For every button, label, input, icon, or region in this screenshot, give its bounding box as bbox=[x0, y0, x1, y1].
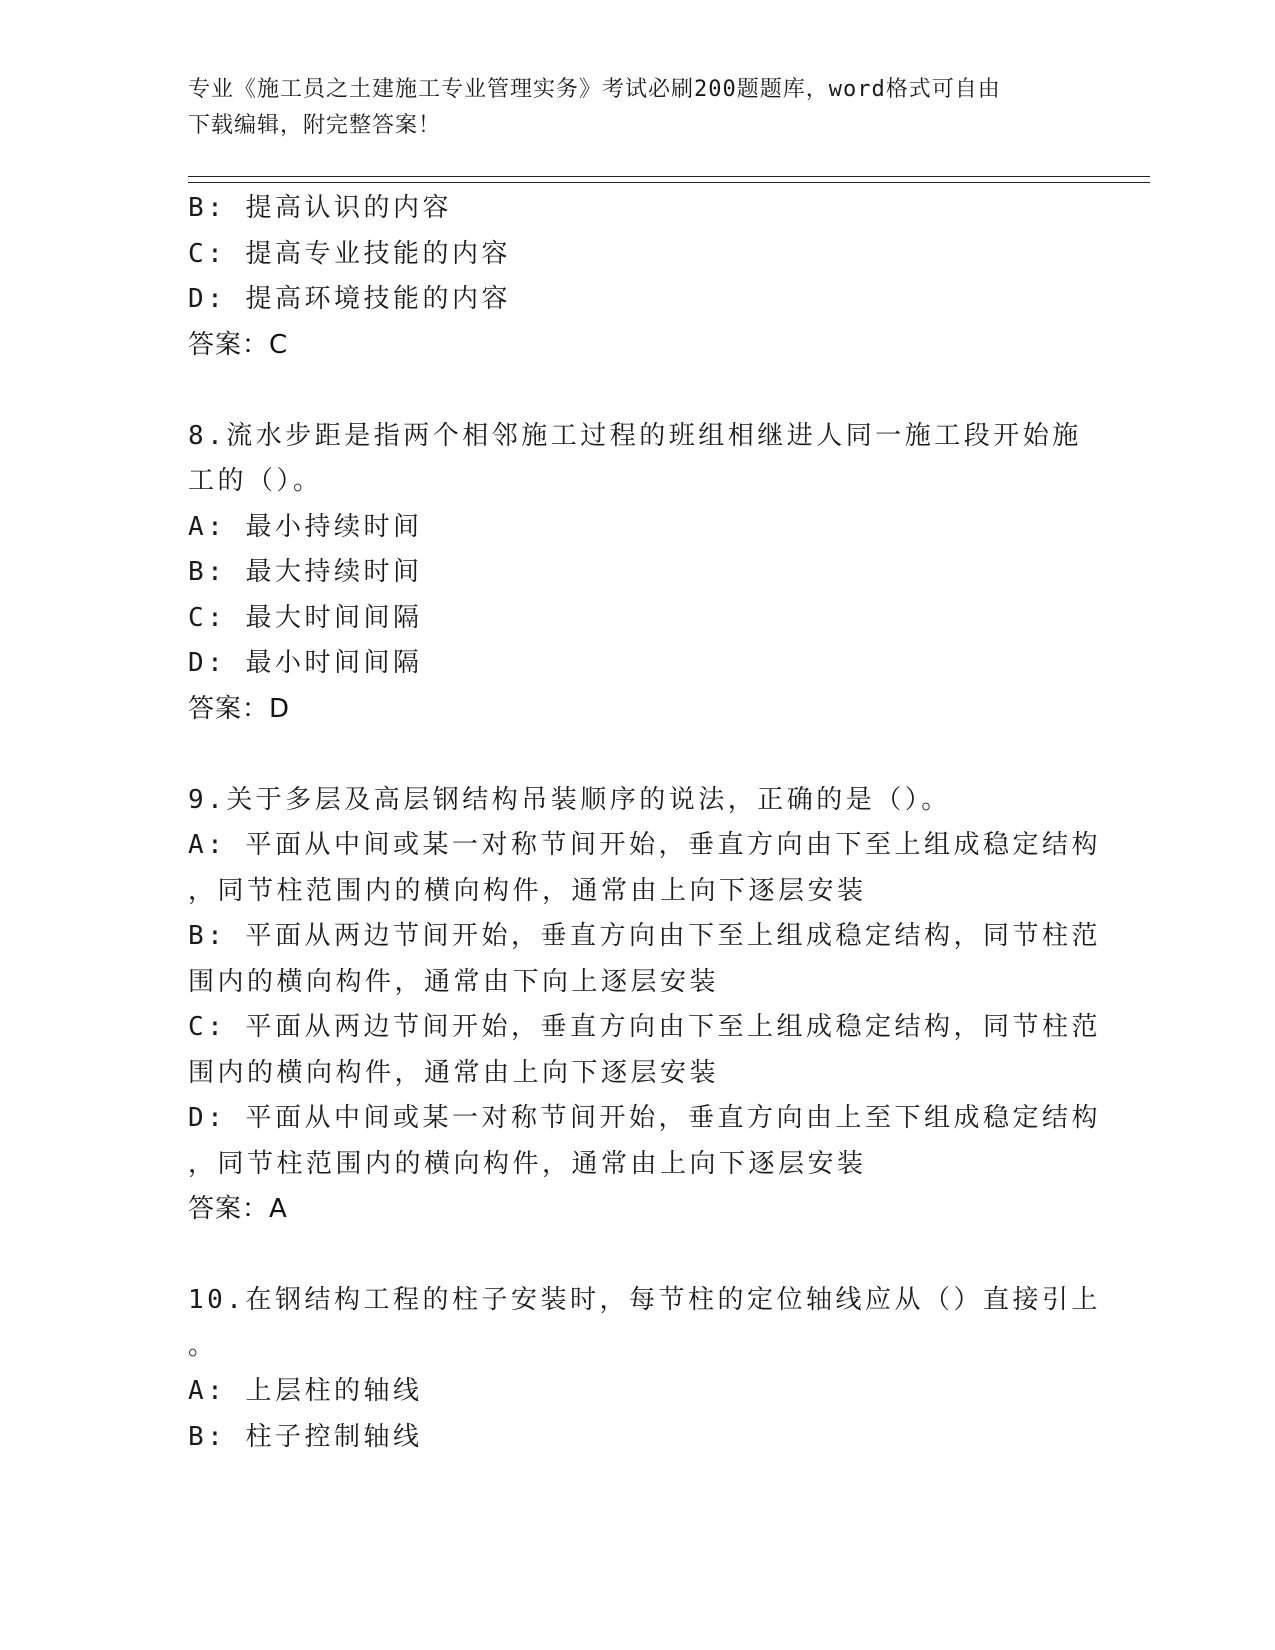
option-b: B: 平面从两边节间开始，垂直方向由下至上组成稳定结构，同节柱范 bbox=[188, 921, 1101, 951]
option-d: D: 平面从中间或某一对称节间开始，垂直方向由上至下组成稳定结构 bbox=[188, 1103, 1101, 1133]
answer-line: 答案：D bbox=[188, 693, 291, 724]
option-d-cont: ，同节柱范围内的横向构件，通常由上向下逐层安装 bbox=[188, 1148, 867, 1179]
spacer bbox=[188, 1233, 1088, 1279]
document-header bbox=[188, 72, 1068, 144]
option-b: B: 柱子控制轴线 bbox=[188, 1421, 423, 1452]
question-content bbox=[188, 186, 1101, 1460]
question-text-cont: 工的（）。 bbox=[188, 466, 323, 496]
option-d: D: 最小时间间隔 bbox=[188, 648, 423, 678]
question-text-cont: 。 bbox=[188, 1330, 218, 1361]
question-text: 9.关于多层及高层钢结构吊装顺序的说法，正确的是（）。 bbox=[188, 784, 951, 815]
header-divider-bottom bbox=[188, 182, 1150, 183]
question-text: 10.在钢结构工程的柱子安装时，每节柱的定位轴线应从（）直接引上 bbox=[188, 1285, 1101, 1315]
option-c: C: 最大时间间隔 bbox=[188, 602, 423, 633]
question-7-tail bbox=[188, 186, 1088, 368]
question-10 bbox=[188, 1278, 1101, 1460]
option-b: B: 最大持续时间 bbox=[188, 557, 423, 587]
header-line-2: 下载编辑，附完整答案！ bbox=[188, 113, 442, 138]
option-c: C: 提高专业技能的内容 bbox=[188, 238, 511, 269]
question-8 bbox=[188, 414, 1088, 733]
header-line-1: 专业《施工员之土建施工专业管理实务》考试必刷200题题库，word格式可自由 bbox=[188, 77, 1001, 102]
answer-line: 答案：C bbox=[188, 329, 289, 360]
option-d: D: 提高环境技能的内容 bbox=[188, 284, 511, 314]
answer-line: 答案：A bbox=[188, 1194, 288, 1224]
option-a: A: 最小持续时间 bbox=[188, 511, 423, 542]
option-c-cont: 围内的横向构件，通常由上向下逐层安装 bbox=[188, 1057, 720, 1088]
option-c: C: 平面从两边节间开始，垂直方向由下至上组成稳定结构，同节柱范 bbox=[188, 1012, 1101, 1042]
option-a: A: 上层柱的轴线 bbox=[188, 1376, 423, 1406]
question-text: 8.流水步距是指两个相邻施工过程的班组相继进人同一施工段开始施 bbox=[188, 420, 1082, 451]
spacer bbox=[188, 368, 1088, 414]
option-a: A: 平面从中间或某一对称节间开始，垂直方向由下至上组成稳定结构 bbox=[188, 830, 1101, 860]
option-a-cont: ，同节柱范围内的横向构件，通常由上向下逐层安装 bbox=[188, 875, 867, 906]
header-divider-top bbox=[188, 176, 1150, 177]
option-b-cont: 围内的横向构件，通常由下向上逐层安装 bbox=[188, 966, 720, 997]
option-b: B: 提高认识的内容 bbox=[188, 193, 452, 223]
spacer bbox=[188, 732, 1088, 778]
question-9 bbox=[188, 778, 1101, 1233]
